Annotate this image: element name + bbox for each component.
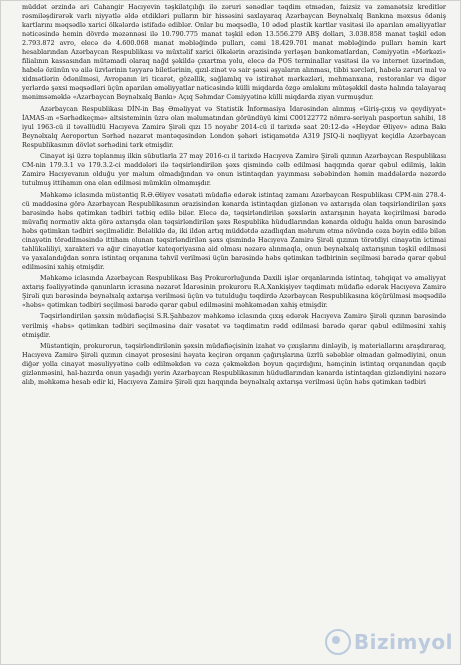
globe-icon (325, 629, 351, 655)
paragraph-4: Məhkəmə iclasında müstəntiq R.Ə.Əliyev vəsatəti müdafiə edərək istintaq zamanı Azərbaycan Respublikası CPM-nin 278.4-cü maddəsinə görə Azərbaycan Respublikasının ərazisindən kənarda istintaqdan gizlənən və axtarışda olan təqsirləndirilən şəxs barəsində həbs qətimkan tədbiri tətbiq edilə bilər. Elecə də, təqsirləndirilən şəxslərin axtarışının həyata keçirilməsi barədə müvafiq normativ akta görə axtarışda olan təqsirləndirilən şəxs Respublika hüdudlarından kənarda olduğu halda onun barəsində həbs qətimkan tədbiri seçilməlidir. Beləliklə də, iki ildən artıq müddətdə azadlıqdan məhrum etmə növündə cəza bəyin edilə bilən cinayətin törədilməsində ittiham olunan təqsirləndirilən şəxs qismində Hacıyeva Zamirə Şirəli qızının törətdiyi cinayətin ictimai təhlükəliliyi, xarakteri və ağır cinayətlər kateqoriyasına aid olması nəzərə alınmaqla, onun beynəlxalq axtarışının təşkil edilməsi və yaxalandığdan sonra istintaq orqanına təhvil verilməsi üçün barəsində həbs qətimkan tədbirinin seçilməsi barədə qərar qəbul edilməsini xahiş etmişdir. (22, 190, 446, 271)
paragraph-6: Təqsirləndirilən şəxsin müdafiəçisi S.R.Şahbazov məhkəmə iclasında çıxış edərək Hacıyeva Zamirə Şirəli qızının barəsində verilmiş «həbs» qətimkan tədbiri seçilməsinə dair vəsatət və təqdimatın rədd edilməsi barədə qərar qəbul edilməsini xahiş etmişdir. (22, 312, 446, 339)
paragraph-1: müddət ərzində ari Cahangir Hacıyevin təşkilatçılığı ilə zəruri sənədlər təqdim etmədən, faizsiz və zəmanətsiz kreditlər rəsmiləşdirərək varlı niyyətlə əldə etdikləri pulların bir hissəsini saxlayaraq Azərbaycan Beynəlxalq Bankına məxsus ödəniş kartlarını məqsədlə xarici ölkələrdə istifadə ediblər. Onlar bu məqsədlə, 10 ədəd plastik kartlar vasitəsi ilə aparılan əməliyyatlar nəticəsində hemin dövrdə məzənnəsi ilə 10.790.775 manat təşkil edən 13.556.279 ABŞ dolları, 3.038.858 manat təşkil edən 2.793.872 avro, elecə də 4.600.068 manat məbləğində pulları, cəmi 18.429.701 manat məbləğində pulları həmin kart hesablarından Azərbaycan Respublikası və müxtəlif xarici ölkələrin ərazisində yerləşən bankomatlardan, Cəmiyyətin «Mərkəzi» filialının kassasından mütəmadi olaraq nağd şəkildə çıxartma yolu, elecə də POS terminallar vasitəsi ilə və internet üzərindən, habelə özünün və ailə üzvlərinin təyyarə biletlərinin, qızıl-zinət və sair şəxsi əşyaların alınması, tibbi xərcləri, habelə zəruri mal və xidmətlərin ödənilməsi, Avropanın iri ticarət, gözəllik, sağlamlıq və istirahət mərkəzləri, mehmanxana, restoranlar və digər yerlərdə şəxsi məqsədləri üçün aparılan əməliyyatlar nəticəsində külli miqdarda özgə əmlakını mütəşəkkil dəstə halında talayaraq mənimsəməklə «Azərbaycan Beynəlxalq Bankı» Açıq Səhmdar Cəmiyyətinə külli miqdarda ziyan vurmuşdur. (22, 3, 446, 102)
paragraph-3: Cinayət işi üzrə toplanmış ilkin sübutlarla 27 may 2016-cı il tarixdə Hacıyeva Zamirə Şirəli qızının Azərbaycan Respublikası CM-nin 179.3.1 və 179.3.2-ci maddələri ilə təqsirləndirilən şəxs qismində cəlb edilməsi haqqında qərar qəbul edilmiş, lakin Zamirə Hacıyevanın olduğu yer məlum olmadığından və onun istintaqdan yayınması səbəbindən həmin maddələrdə nəzərdə tutulmuş ittihamın ona elan edilməsi mümkün olmamışdır. (22, 152, 446, 188)
watermark-text: Bizimyol (353, 630, 453, 654)
paragraph-2: Azərbaycan Respublikası DİN-in Baş Əməliyyat və Statistik İnformasiya İdarəsindən alınmış «Giriş-çıxış və qeydiyyat» İAMAS-ın «Sərhədkeçmə» altsisteminin üzrə olan məlumatından göründüyü kimi C00122772 nömrə-seriyalı pasportun sahibi, 18 iyul 1963-cü il təvəllüdlü Hacıyeva Zamirə Şirəli qızı 15 noyabr 2014-cü il tarixdə saat 20:12-də «Heydər Əliyev» adına Bakı Beynəlxalq Aeroportun Sərhəd nəzarət məntəqəsindən London şəhəri istiqamətdə A319 JSIQ-li nəqliyyat keçidlə Azərbaycan Respublikasının dövlət sərhədini tərk etmişdir. (22, 104, 446, 149)
watermark-logo (325, 629, 453, 655)
paragraph-7: Müstəntiqin, prokurorun, təqsirləndirilənin şəxsin müdafiəçisinin izahat və çıxışlarını dinləyib, iş materiallarını araşdıraraq, Hacıyeva Zamirə Şirəli qızının cinayət prosesini həyata keçirən orqanın çağırışlarına üzrlü səbəblər olmadan gəlmədiyini, onun diğər yolla cinayət məsuliyyətinə cəlb edilməkdən və cəza çəkməkdən boyun qaçırdığını, həmçinin istintaq orqanından qaçıb gizlənməsini, hal-hazırda onun yaşadığı yerin Azərbaycan Respublikasının hüdudlarından kənarda istintaqdan gizləndiyini nəzərə alıb, məhkəmə hesab edir ki, Hacıyeva Zamirə Şirəli qızı haqqında beynəlxalq axtarışa verilməsi üçün həbs qətimkan tədbiri (22, 341, 446, 386)
paragraph-5: Məhkəmə iclasında Azərbaycan Respublikası Baş Prokurorluğunda Daxili işlər orqanlarında istintaq, təhqiqat və əməliyyat axtarış fəaliyyətində qanunların icrasına nəzarət İdarəsinin prokuroru R.A.Xankişiyev təqdimatı müdafiə edərək Hacıyeva Zamirə Şirəli qızı barəsində beynəlxalq axtarışa verilməsi üçün və tutulduğu təqdirdə Azərbaycan Respublikasına köçürülməsi məqsədilə «həbs» qətimkan tədbiri seçilməsi barədə qərar qəbul edilməsini məhkəmədən xahiş etmişdir. (22, 274, 446, 310)
document-body (22, 3, 446, 389)
